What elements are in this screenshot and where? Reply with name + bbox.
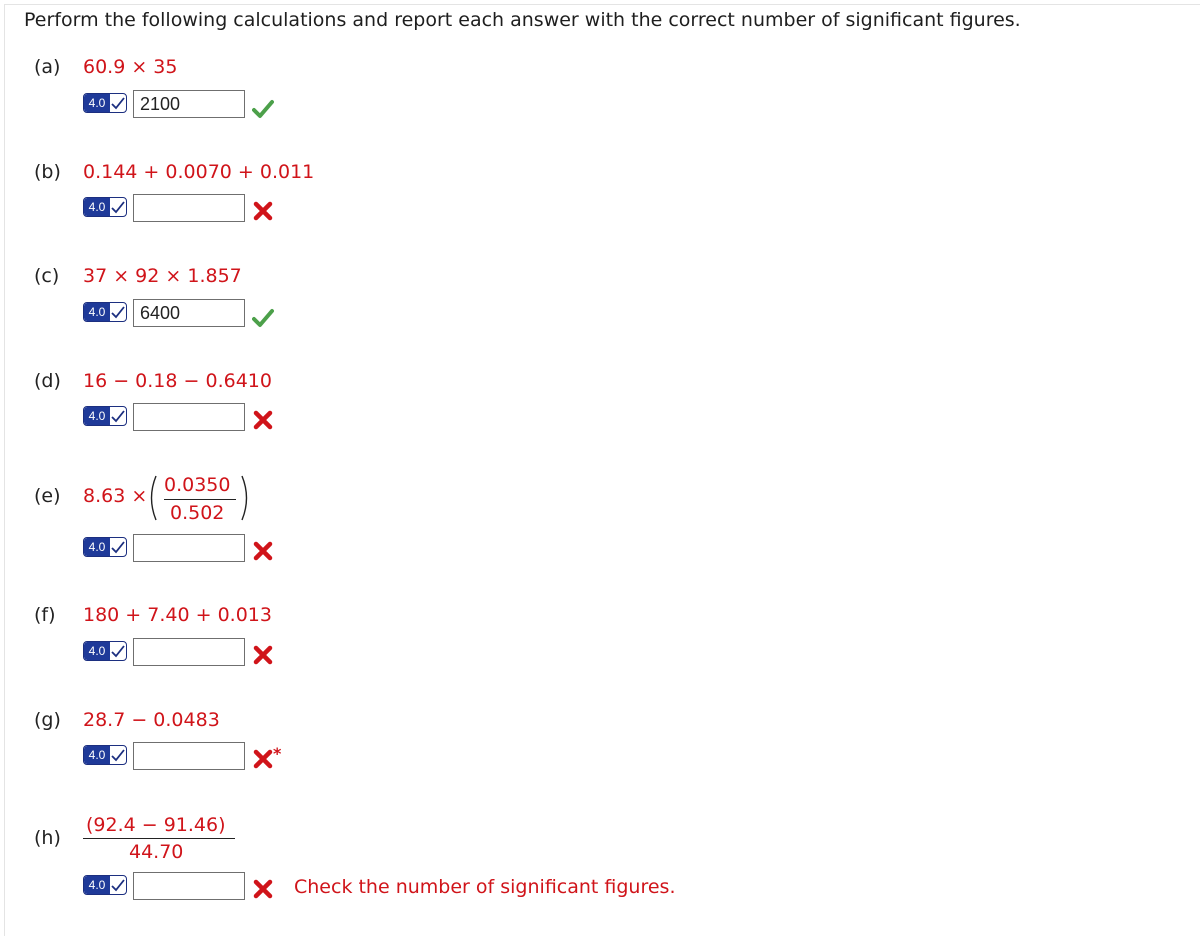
part-b-expression: 0.144 + 0.0070 + 0.011: [83, 161, 315, 183]
part-e-expression-prefix: 8.63 ×: [83, 485, 148, 507]
points-value: 4.0: [84, 642, 110, 660]
correct-check-icon: [252, 307, 274, 329]
question-frame: [4, 4, 1200, 936]
part-e-label: (e): [34, 485, 61, 507]
incorrect-x-icon: [252, 409, 274, 431]
part-a-label: (a): [34, 56, 61, 78]
part-g-answer-input[interactable]: [133, 742, 245, 770]
part-g-label: (g): [34, 709, 61, 731]
part-h-denominator: 44.70: [129, 841, 184, 863]
part-e-denominator: 0.502: [170, 502, 225, 524]
part-b-answer-input[interactable]: [133, 194, 245, 222]
part-c-points-badge[interactable]: [83, 302, 127, 322]
incorrect-x-icon: [252, 200, 274, 222]
part-d-answer-input[interactable]: [133, 403, 245, 431]
points-value: 4.0: [84, 407, 110, 425]
points-value: 4.0: [84, 876, 110, 894]
checkmark-icon: [109, 876, 127, 894]
incorrect-x-icon: [252, 878, 274, 900]
part-a-answer-input[interactable]: [133, 90, 245, 118]
part-d-points-badge[interactable]: [83, 406, 127, 426]
part-d-expression: 16 − 0.18 − 0.6410: [83, 370, 272, 392]
points-value: 4.0: [84, 94, 110, 112]
status-marker: *: [273, 744, 282, 763]
checkmark-icon: [109, 303, 127, 321]
part-b-label: (b): [34, 161, 61, 183]
checkmark-icon: [109, 198, 127, 216]
part-a-points-badge[interactable]: [83, 93, 127, 113]
part-h-feedback: Check the number of significant figures.: [294, 876, 676, 898]
incorrect-x-icon: [252, 644, 274, 666]
part-f-label: (f): [34, 604, 56, 626]
checkmark-icon: [109, 94, 127, 112]
checkmark-icon: [109, 642, 127, 660]
checkmark-icon: [109, 538, 127, 556]
fraction-bar: [83, 838, 235, 839]
points-value: 4.0: [84, 746, 110, 764]
checkmark-icon: [109, 746, 127, 764]
left-paren-icon: [145, 474, 159, 522]
part-h-answer-input[interactable]: [133, 872, 245, 900]
part-g-points-badge[interactable]: [83, 745, 127, 765]
part-e-answer-input[interactable]: [133, 534, 245, 562]
part-h-label: (h): [34, 827, 61, 849]
points-value: 4.0: [84, 538, 110, 556]
part-c-label: (c): [34, 265, 60, 287]
part-h-points-badge[interactable]: [83, 875, 127, 895]
points-value: 4.0: [84, 198, 110, 216]
part-e-numerator: 0.0350: [164, 474, 231, 496]
points-value: 4.0: [84, 303, 110, 321]
part-c-expression: 37 × 92 × 1.857: [83, 265, 242, 287]
part-g-expression: 28.7 − 0.0483: [83, 709, 220, 731]
part-b-points-badge[interactable]: [83, 197, 127, 217]
incorrect-x-icon: [252, 748, 274, 770]
checkmark-icon: [109, 407, 127, 425]
part-f-answer-input[interactable]: [133, 638, 245, 666]
right-paren-icon: [239, 474, 253, 522]
part-f-points-badge[interactable]: [83, 641, 127, 661]
question-instructions: Perform the following calculations and report each answer with the correct number of significant figures.: [24, 9, 1021, 31]
fraction-bar: [164, 499, 236, 500]
correct-check-icon: [252, 98, 274, 120]
part-a-expression: 60.9 × 35: [83, 56, 178, 78]
part-e-points-badge[interactable]: [83, 537, 127, 557]
part-f-expression: 180 + 7.40 + 0.013: [83, 604, 272, 626]
part-c-answer-input[interactable]: [133, 299, 245, 327]
part-d-label: (d): [34, 370, 61, 392]
part-h-numerator: (92.4 − 91.46): [86, 814, 226, 836]
incorrect-x-icon: [252, 540, 274, 562]
